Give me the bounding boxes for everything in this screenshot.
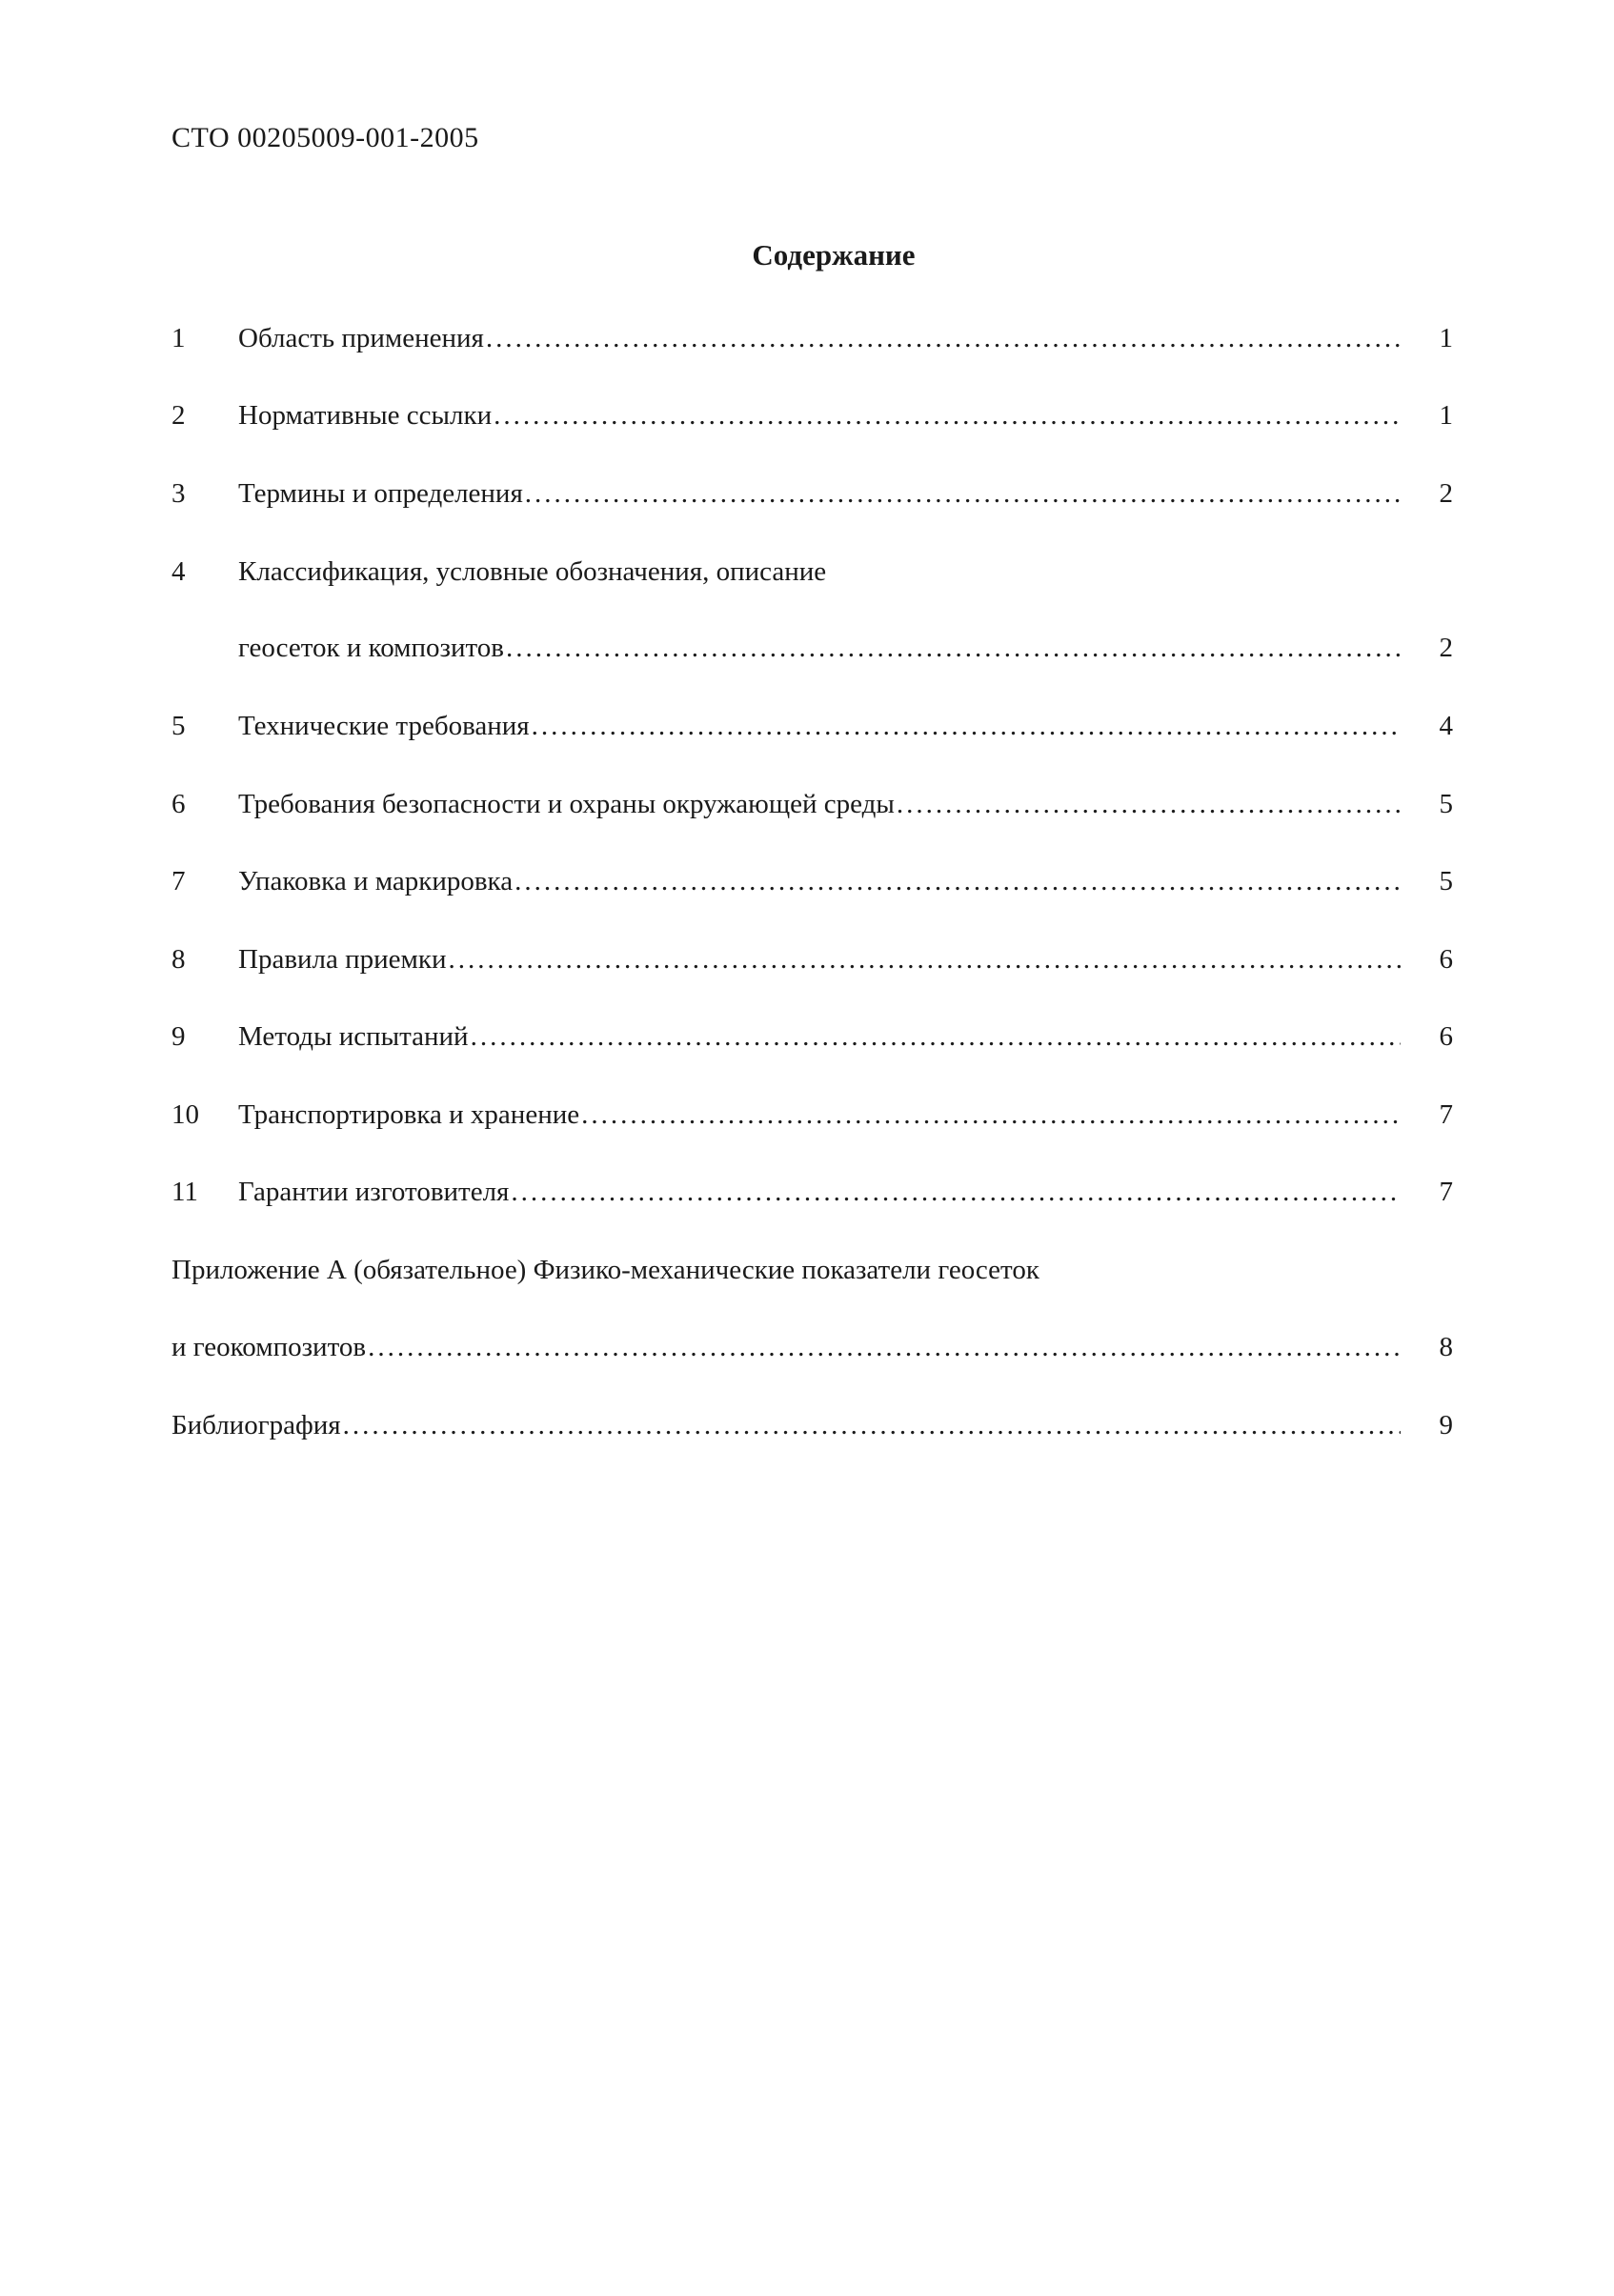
dot-leader bbox=[368, 1328, 1401, 1366]
dot-leader bbox=[581, 1096, 1401, 1134]
toc-entry[interactable] bbox=[171, 396, 1453, 434]
bibliography-title: Библиография bbox=[171, 1410, 341, 1440]
toc-entry-title: Упаковка и маркировка bbox=[238, 866, 514, 896]
toc-entry-number: 9 bbox=[171, 1021, 186, 1052]
dot-leader bbox=[897, 785, 1401, 823]
dot-leader bbox=[511, 1173, 1401, 1211]
toc-entry-page: 7 bbox=[1439, 1177, 1453, 1207]
toc-entry[interactable] bbox=[171, 1173, 1453, 1211]
dot-leader bbox=[525, 474, 1401, 513]
dot-leader bbox=[343, 1406, 1401, 1444]
toc-entry[interactable] bbox=[171, 1017, 1453, 1056]
toc-entry-title: Термины и определения bbox=[238, 478, 523, 509]
appendix-title: и геокомпозитов bbox=[171, 1332, 367, 1362]
bibliography-page: 9 bbox=[1439, 1410, 1453, 1440]
toc-entry-number: 5 bbox=[171, 711, 186, 741]
toc-entry-number-row bbox=[171, 553, 1453, 591]
toc-entry-page: 7 bbox=[1439, 1099, 1453, 1130]
toc-entry[interactable] bbox=[171, 1096, 1453, 1134]
toc-entry-page: 4 bbox=[1439, 711, 1453, 741]
toc-entry-number: 8 bbox=[171, 944, 186, 975]
dot-leader bbox=[449, 940, 1402, 978]
toc-entry-page: 1 bbox=[1439, 400, 1453, 431]
toc-entry-number: 11 bbox=[171, 1177, 198, 1207]
toc-entry[interactable] bbox=[171, 862, 1453, 900]
toc-entry-title: Правила приемки bbox=[238, 944, 447, 975]
dot-leader bbox=[514, 862, 1401, 900]
toc-entry-number: 6 bbox=[171, 789, 186, 819]
toc-entry-page: 2 bbox=[1439, 478, 1453, 509]
appendix-page: 8 bbox=[1439, 1332, 1453, 1362]
toc-appendix-entry[interactable] bbox=[171, 1328, 1453, 1366]
toc-entry-title: Гарантии изготовителя bbox=[238, 1177, 510, 1207]
toc-entry-title: Нормативные ссылки bbox=[238, 400, 493, 431]
toc-entry[interactable] bbox=[171, 474, 1453, 513]
toc-entry-title: геосеток и композитов bbox=[238, 633, 504, 663]
toc-entry-page: 6 bbox=[1439, 1021, 1453, 1052]
toc-entry-title-line1: Классификация, условные обозначения, описание bbox=[238, 556, 827, 587]
toc-entry[interactable] bbox=[171, 785, 1453, 823]
appendix-title-line1: Приложение А (обязательное) Физико-механические показатели геосеток bbox=[171, 1255, 1039, 1285]
toc-entry-page: 2 bbox=[1439, 633, 1453, 663]
toc-bibliography-entry[interactable] bbox=[171, 1406, 1453, 1444]
dot-leader bbox=[494, 396, 1401, 434]
toc-entry-title: Область применения bbox=[238, 323, 484, 353]
dot-leader bbox=[532, 707, 1401, 745]
dot-leader bbox=[471, 1017, 1401, 1056]
dot-leader bbox=[506, 629, 1401, 667]
toc-entry-number: 1 bbox=[171, 323, 186, 353]
toc-entry-number: 10 bbox=[171, 1099, 199, 1130]
toc-entry-page: 5 bbox=[1439, 789, 1453, 819]
dot-leader bbox=[486, 319, 1401, 357]
toc-entry-title: Методы испытаний bbox=[238, 1021, 469, 1052]
toc-entry-page: 5 bbox=[1439, 866, 1453, 896]
toc-entry-page: 6 bbox=[1439, 944, 1453, 975]
toc-entry-page: 1 bbox=[1439, 323, 1453, 353]
toc-entry[interactable] bbox=[171, 629, 1453, 667]
toc-entry[interactable] bbox=[171, 940, 1453, 978]
toc-heading: Содержание bbox=[752, 238, 916, 272]
toc-entry-number: 7 bbox=[171, 866, 186, 896]
toc-entry[interactable] bbox=[171, 319, 1453, 357]
toc-entry-title: Транспортировка и хранение bbox=[238, 1099, 580, 1130]
toc-entry-number: 2 bbox=[171, 400, 186, 431]
toc-entry-title: Технические требования bbox=[238, 711, 530, 741]
document-code: СТО 00205009-001-2005 bbox=[171, 122, 479, 153]
toc-entry-number: 3 bbox=[171, 478, 186, 509]
toc-entry-title: Требования безопасности и охраны окружающей среды bbox=[238, 789, 895, 819]
toc-entry-number: 4 bbox=[171, 556, 186, 587]
toc-entry[interactable] bbox=[171, 707, 1453, 745]
